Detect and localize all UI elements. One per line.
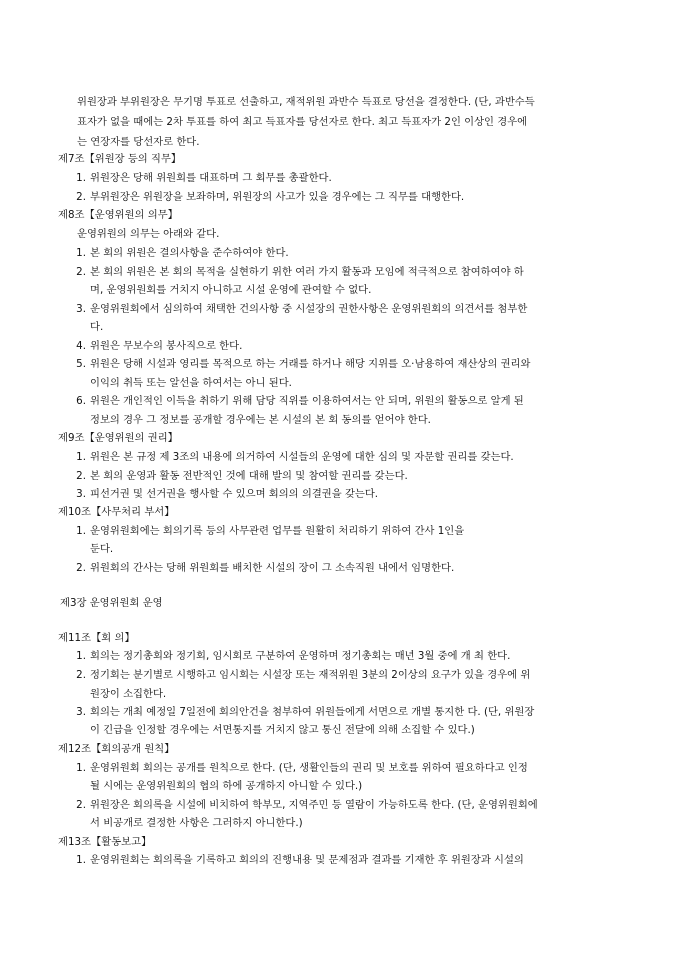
- list-item-continuation: 다.: [90, 321, 104, 333]
- list-item-text: 위원회의 간사는 당해 위원회를 배치한 시설의 장이 그 소속직원 내에서 임명한다.: [90, 562, 455, 574]
- item-number: 2.: [76, 799, 86, 811]
- list-item-text: 정기회는 분기별로 시행하고 임시회는 시설장 또는 재적위원 3분의 2이상의 요구가 있을 경우에 위: [90, 669, 531, 681]
- item-number: 1.: [76, 854, 86, 866]
- item-number: 4.: [76, 340, 86, 352]
- list-item-text: 운영위원회에서 심의하여 채택한 건의사항 중 시설장의 권한사항은 운영위원회의 의견서를 첨부한: [90, 303, 528, 315]
- item-number: 3.: [76, 706, 86, 718]
- item-number: 2.: [76, 562, 86, 574]
- list-item-text: 위원은 무보수의 봉사직으로 한다.: [90, 340, 243, 352]
- list-item-continuation: 며, 운영위원회를 거치지 아니하고 시설 운영에 관여할 수 없다.: [90, 284, 372, 296]
- item-number: 5.: [76, 358, 86, 370]
- item-number: 1.: [76, 762, 86, 774]
- item-number: 2.: [76, 470, 86, 482]
- list-item-text: 위원장은 회의록을 시설에 비치하여 학부모, 지역주민 등 열람이 가능하도록 한다. (단, 운영위원회에: [90, 799, 538, 811]
- article-heading: 제12조【회의공개 원칙】: [58, 743, 175, 755]
- body-text: 위원장과 부위원장은 무기명 투표로 선출하고, 재적위원 과반수 득표로 당선을 결정한다. (단, 과반수득: [77, 96, 535, 108]
- list-item-continuation: 이 긴급을 인정할 경우에는 서면통지를 거치지 않고 통신 전달에 의해 소집할 수 있다.): [90, 724, 475, 736]
- list-item-text: 회의는 정기총회와 정기회, 임시회로 구분하여 운영하며 정기총회는 매년 3월 중에 개 최 한다.: [90, 650, 511, 662]
- item-number: 3.: [76, 488, 86, 500]
- item-number: 1.: [76, 525, 86, 537]
- item-number: 1.: [76, 650, 86, 662]
- body-text: 운영위원의 의무는 아래와 같다.: [77, 228, 220, 240]
- list-item-text: 부위원장은 위원장을 보좌하며, 위원장의 사고가 있을 경우에는 그 직무를 대행한다.: [90, 191, 465, 203]
- article-heading: 제10조【사무처리 부서】: [58, 506, 175, 518]
- list-item-text: 위원은 당해 시설과 영리를 목적으로 하는 거래를 하거나 해당 지위를 오·남용하여 재산상의 권리와: [90, 358, 531, 370]
- article-heading: 제11조【회 의】: [58, 632, 135, 644]
- list-item-text: 위원은 개인적인 이득을 취하기 위해 담당 직위를 이용하여서는 안 되며, 위원의 활동으로 알게 된: [90, 395, 524, 407]
- article-heading: 제7조【위원장 등의 직무】: [58, 153, 182, 165]
- list-item-text: 위원장은 당해 위원회를 대표하며 그 회무를 총괄한다.: [90, 172, 332, 184]
- list-item-text: 운영위원회 회의는 공개를 원칙으로 한다. (단, 생활인들의 권리 및 보호를 위하여 필요하다고 인정: [90, 762, 528, 774]
- item-number: 2.: [76, 266, 86, 278]
- list-item-text: 위원은 본 규정 제 3조의 내용에 의거하여 시설들의 운영에 대한 심의 및 자문할 권리를 갖는다.: [90, 451, 514, 463]
- list-item-text: 피선거권 및 선거권을 행사할 수 있으며 회의의 의결권을 갖는다.: [90, 488, 379, 500]
- chapter-heading: 제3장 운영위원회 운영: [60, 597, 163, 609]
- list-item-text: 회의는 개최 예정일 7일전에 회의안건을 첨부하여 위원들에게 서면으로 개별 통지한 다. (단, 위원장: [90, 706, 535, 718]
- item-number: 1.: [76, 451, 86, 463]
- item-number: 6.: [76, 395, 86, 407]
- item-number: 3.: [76, 303, 86, 315]
- list-item-text: 본 회의 위원은 본 회의 목적을 실현하기 위한 여러 가지 활동과 모임에 적극적으로 참여하여야 하: [90, 266, 524, 278]
- body-text: 는 연장자를 당선자로 한다.: [77, 136, 200, 148]
- list-item-continuation: 될 시에는 운영위원회의 협의 하에 공개하지 아니할 수 있다.): [90, 780, 363, 792]
- item-number: 1.: [76, 247, 86, 259]
- list-item-continuation: 정보의 경우 그 정보를 공개할 경우에는 본 시설의 본 회 동의를 얻어야 한다.: [90, 414, 431, 426]
- item-number: 2.: [76, 191, 86, 203]
- article-heading: 제13조【활동보고】: [58, 836, 152, 848]
- body-text: 표자가 없을 때에는 2차 투표를 하여 최고 득표자를 당선자로 한다. 최고 득표자가 2인 이상인 경우에: [77, 116, 528, 128]
- item-number: 2.: [76, 669, 86, 681]
- list-item-continuation: 원장이 소집한다.: [90, 688, 167, 700]
- list-item-continuation: 서 비공개로 결정한 사항은 그러하지 아니한다.): [90, 817, 303, 829]
- list-item-text: 운영위원회에는 회의기록 등의 사무관련 업무를 원활히 처리하기 위하여 간사 1인을: [90, 525, 465, 537]
- list-item-continuation: 이익의 취득 또는 알선을 하여서는 아니 된다.: [90, 377, 292, 389]
- list-item-text: 운영위원회는 회의록을 기록하고 회의의 진행내용 및 문제점과 결과를 기재한 후 위원장과 시설의: [90, 854, 524, 866]
- list-item-text: 본 회의 위원은 결의사항을 준수하여야 한다.: [90, 247, 289, 259]
- article-heading: 제8조【운영위원의 의무】: [58, 209, 178, 221]
- list-item-text: 본 회의 운영과 활동 전반적인 것에 대해 발의 및 참여할 권리를 갖는다.: [90, 470, 408, 482]
- article-heading: 제9조【운영위원의 권리】: [58, 432, 178, 444]
- item-number: 1.: [76, 172, 86, 184]
- list-item-continuation: 둔다.: [90, 543, 114, 555]
